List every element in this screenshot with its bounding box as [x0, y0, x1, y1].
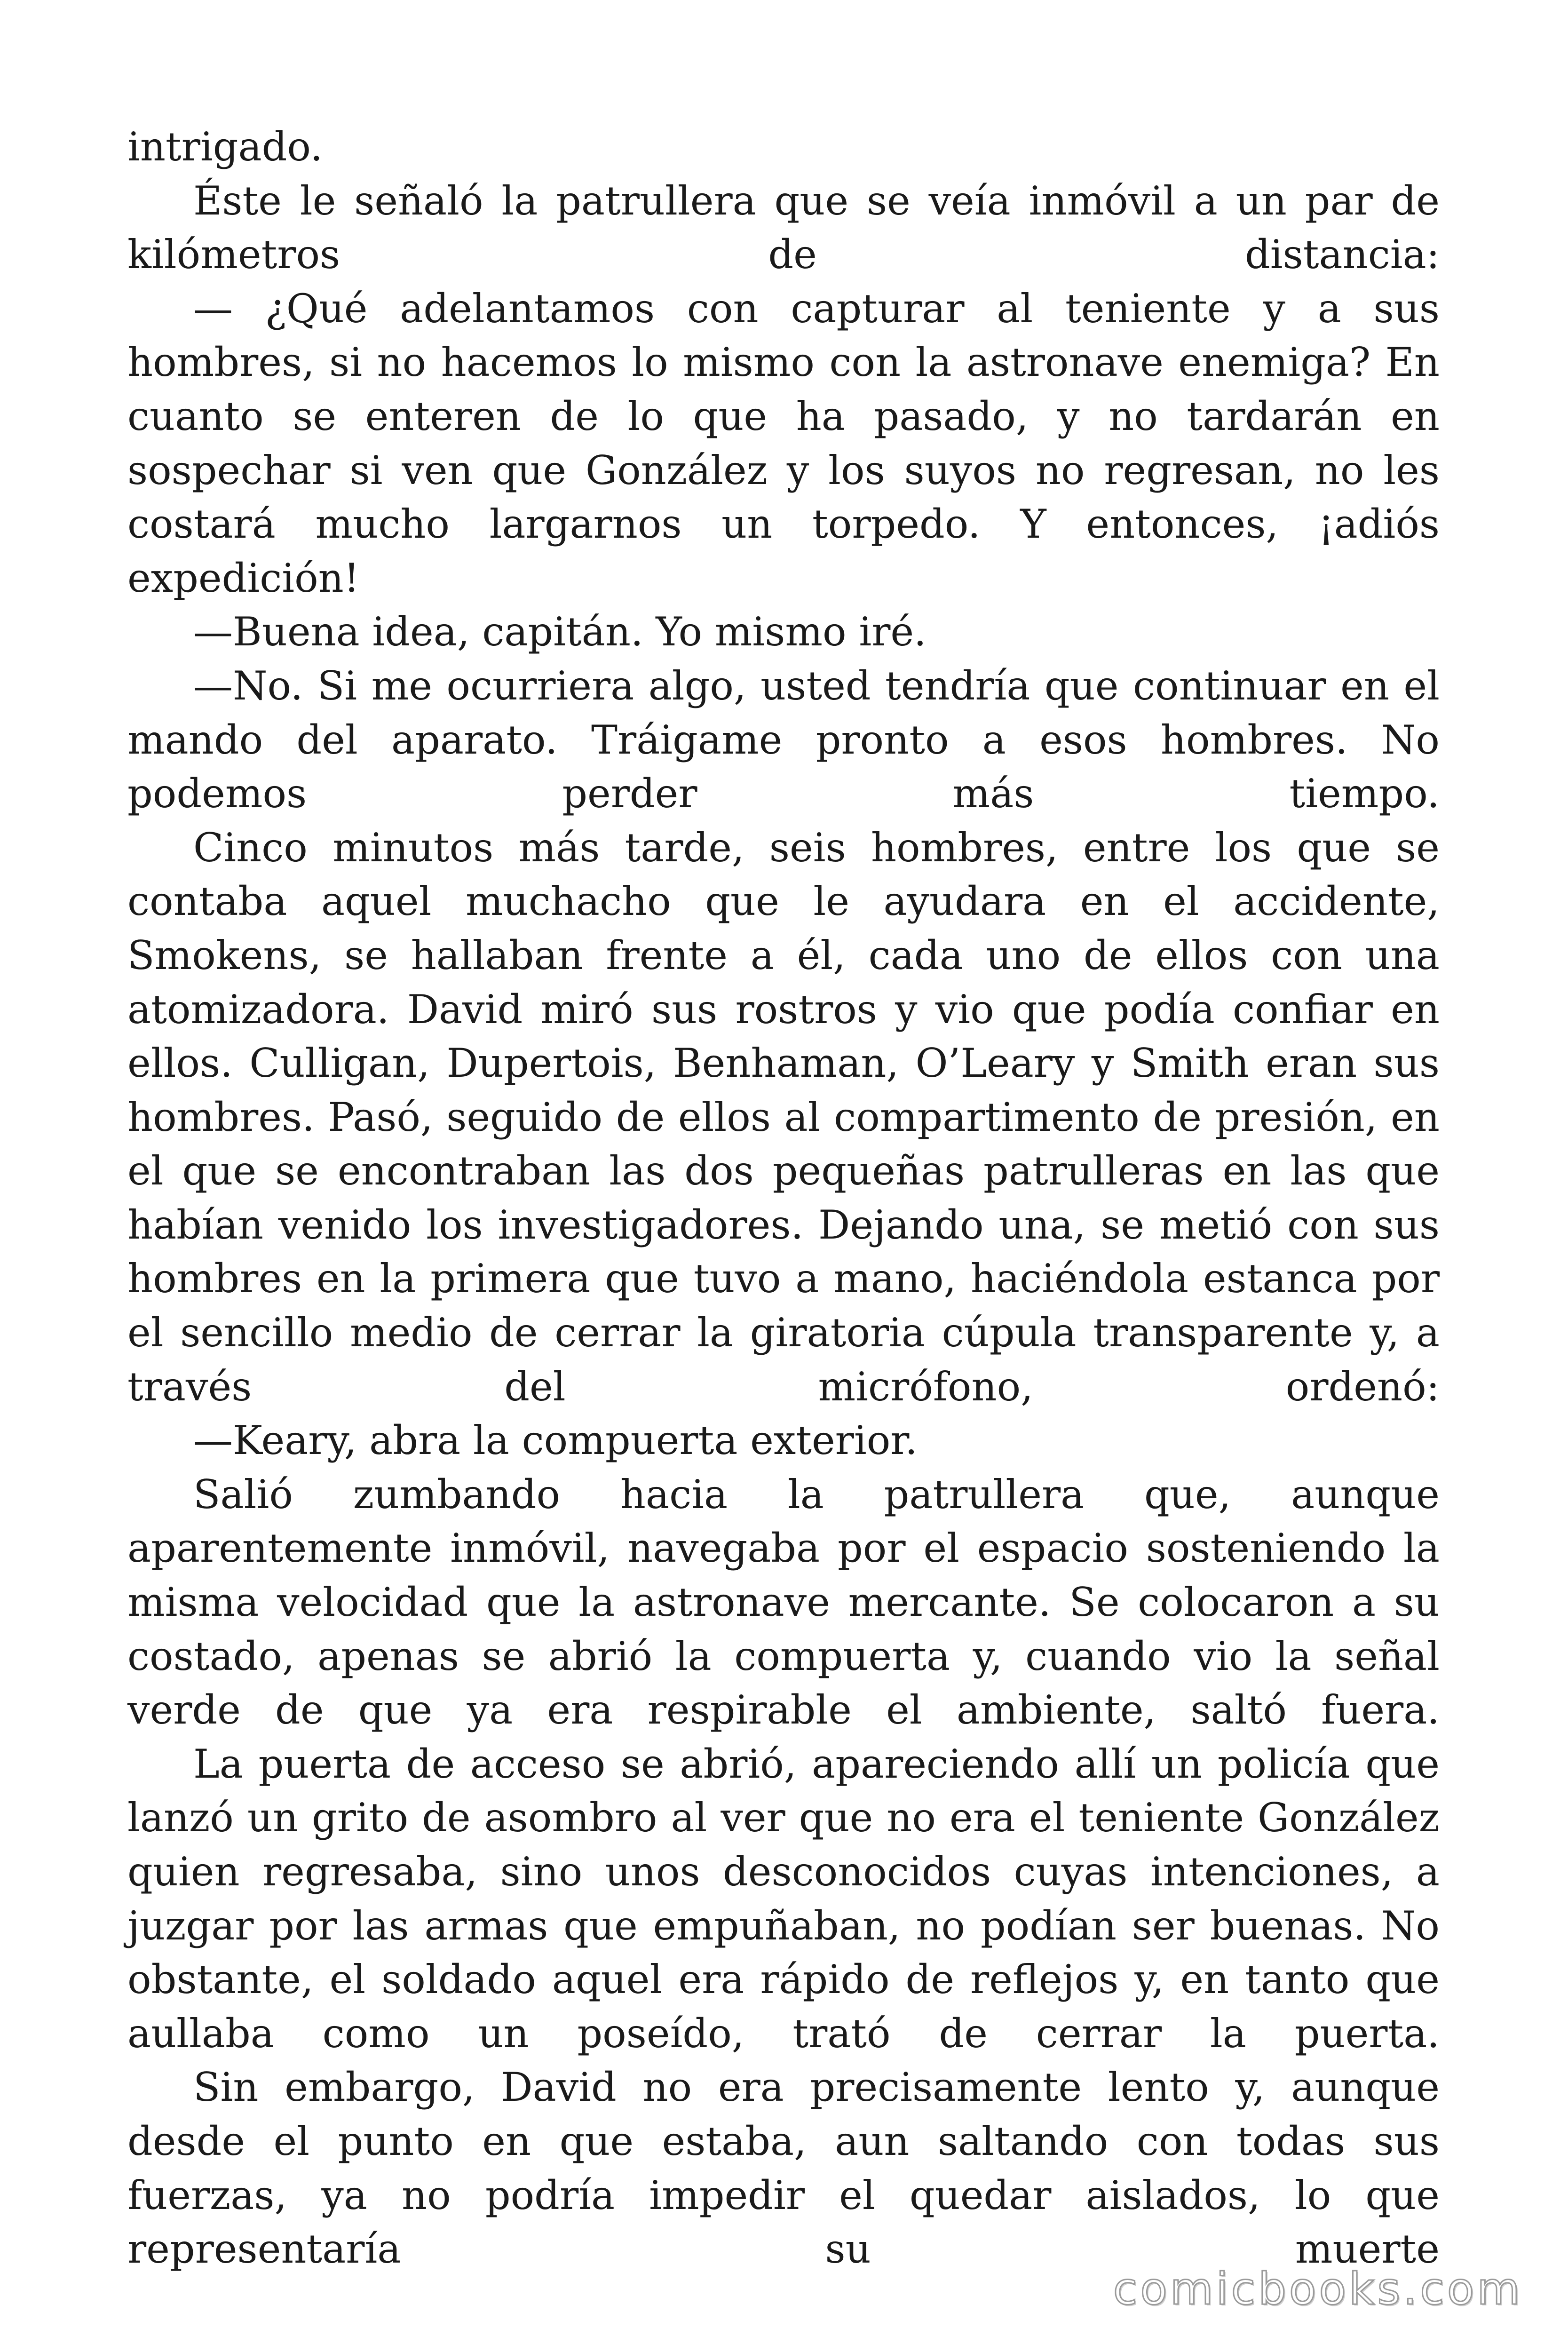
paragraph: Éste le señaló la patrullera que se veía inmóvil a un par de kilómetros de distancia: [127, 177, 1440, 278]
paragraph: —No. Si me ocurriera algo, usted tendría que continuar en el mando del aparato. Tráigame pronto a esos hombres. No podemos perder más tiempo. [127, 662, 1440, 817]
paragraph: intrigado. [127, 124, 323, 170]
body-text [127, 120, 1440, 2276]
paragraph: Cinco minutos más tarde, seis hombres, entre los que se contaba aquel muchacho que le ayudara en el accidente, Smokens, se hallaban frente a él, cada uno de ellos con una atomizadora. David miró sus rostros y vio que podía confiar en ellos. Culligan, Dupertois, Benhaman, O’Leary y Smith eran sus hombres. Pasó, seguido de ellos al compartimento de presión, en el que se encontraban las dos pequeñas patrulleras en las que habían venido los investigadores. Dejando una, se metió con sus hombres en la primera que tuvo a mano, haciéndola estanca por el sencillo medio de cerrar la giratoria cúpula transparente y, a través del micrófono, ordenó: [127, 824, 1440, 1410]
paragraph: La puerta de acceso se abrió, apareciendo allí un policía que lanzó un grito de asombro al ver que no era el teniente González quien regresaba, sino unos desconocidos cuyas intenciones, a juzgar por las armas que empuñaban, no podían ser buenas. No obstante, el soldado aquel era rápido de reflejos y, en tanto que aullaba como un poseído, trató de cerrar la puerta. [127, 1740, 1440, 2057]
paragraph: —Keary, abra la compuerta exterior. [193, 1417, 918, 1464]
paragraph: Sin embargo, David no era precisamente lento y, aunque desde el punto en que estaba, aun saltando con todas sus fuerzas, ya no podría impedir el quedar aislados, lo que representaría su muerte [127, 2064, 1440, 2273]
paragraph: —Buena idea, capitán. Yo mismo iré. [193, 609, 927, 655]
watermark: comicbooks.com [1113, 2264, 1523, 2315]
paragraph: Salió zumbando hacia la patrullera que, aunque aparentemente inmóvil, navegaba por el espacio sosteniendo la misma velocidad que la astronave mercante. Se colocaron a su costado, apenas se abrió la compuerta y, cuando vio la señal verde de que ya era respirable el ambiente, saltó fuera. [127, 1471, 1440, 1733]
paragraph: — ¿Qué adelantamos con capturar al teniente y a sus hombres, si no hacemos lo mismo con la astronave enemiga? En cuanto se enteren de lo que ha pasado, y no tardarán en sospechar si ven que González y los suyos no regresan, no les costará mucho largarnos un torpedo. Y entonces, ¡adiós expedición! [127, 285, 1440, 601]
